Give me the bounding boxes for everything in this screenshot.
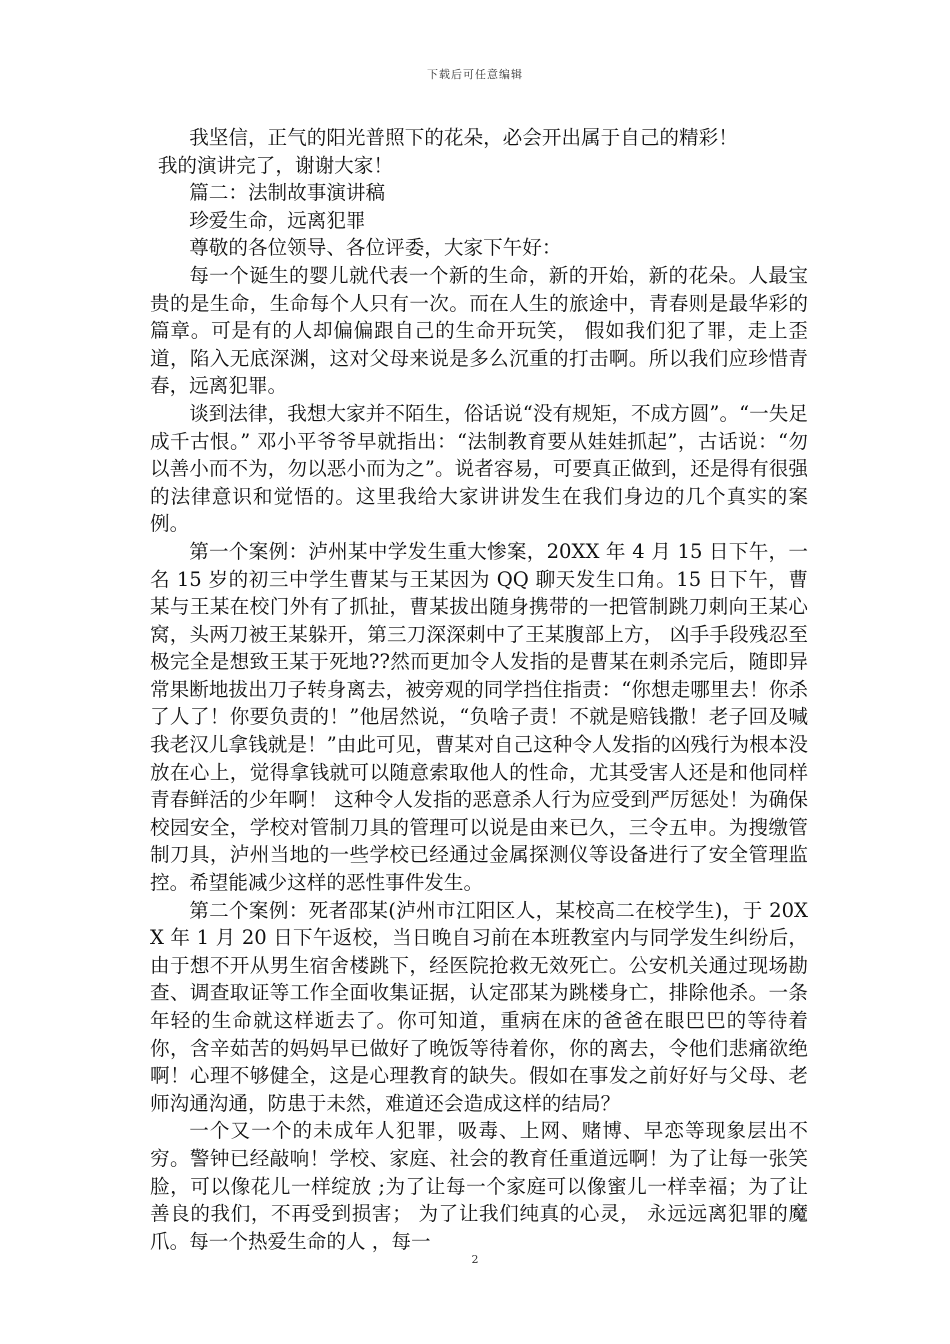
paragraph-case-one: 第一个案例：泸州某中学发生重大惨案，20XX 年 4 月 15 日下午，一名 15 岁的初三中学生曹某与王某因为 QQ 聊天发生口角。15 日下午，曹某与王某在校门外有了抓扯，曹某拔出随身携带的一把管制跳刀刺向王某心窝，头两刀被王某躲开，第三刀深深刺中了王某腹部上方， 凶手手段残忍至极完全是想致王某于死地??然而更加令人发指的是曹某在刺杀完后，随即异常果断地拔出刀子转身离去，被旁观的同学挡住指责：“你想走哪里去！你杀了人了！你要负责的！”他居然说，“负啥子责！不就是赔钱撒！老子回及喊我老汉儿拿钱就是！”由此可见，曹某对自己这种令人发指的凶残行为根本没放在心上，觉得拿钱就可以随意索取他人的性命，尤其受害人还是和他同样青春鲜活的少年啊！ 这种令人发指的恶意杀人行为应受到严厉惩处！为确保校园安全，学校对管制刀具的管理可以说是由来已久，三令五申。为搜缴管制刀具，泸州当地的一些学校已经通过金属探测仪等设备进行了安全管理监控。希望能减少这样的恶性事件发生。 xyxy=(150,539,808,895)
paragraph-law: 谈到法律，我想大家并不陌生，俗话说“没有规矩，不成方圆”。“一失足成千古恨。” 邓小平爷爷早就指出：“法制教育要从娃娃抓起”，古话说：“勿以善小而不为，勿以恶小而为之”。说者容易，可要真正做到，还是得有很强的法律意识和觉悟的。这里我给大家讲讲发生在我们身边的几个真实的案例。 xyxy=(150,401,808,536)
paragraph-case-two: 第二个案例：死者邵某(泸州市江阳区人，某校高二在校学生)，于 20XX 年 1 月 20 日下午返校，当日晚自习前在本班教室内与同学发生纠纷后，由于想不开从男生宿舍楼跳下，经医院抢救无效死亡。公安机关通过现场勘查、调查取证等工作全面收集证据，认定邵某为跳楼身亡，排除他杀。一条年轻的生命就这样逝去了。你可知道，重病在床的爸爸在眼巴巴的等待着你，含辛茹苦的妈妈早已做好了晚饭等待着你，你的离去，令他们悲痛欲绝啊！心理不够健全，这是心理教育的缺失。假如在事发之前好好与父母、老师沟通沟通，防患于未然，难道还会造成这样的结局？ xyxy=(150,898,808,1115)
speech-title: 珍爱生命，远离犯罪 xyxy=(189,208,366,232)
paragraph-speech-end: 我的演讲完了，谢谢大家！ xyxy=(157,153,393,177)
paragraph-closing-belief: 我坚信，正气的阳光普照下的花朵，必会开出属于自己的精彩！ xyxy=(189,126,738,149)
page-number: 2 xyxy=(471,1253,479,1266)
paragraph-intro: 每一个诞生的婴儿就代表一个新的生命，新的开始，新的花朵。人最宝贵的是生命，生命每个人只有一次。而在人生的旅途中，青春则是最华彩的篇章。可是有的人却偏偏跟自己的生命开玩笑， 假如我们犯了罪，走上歪道，陷入无底深渊，这对父母来说是多么沉重的打击啊。所以我们应珍惜青春，远离犯罪。 xyxy=(150,263,808,398)
paragraph-conclusion: 一个又一个的未成年人犯罪，吸毒、上网、赌博、早恋等现象层出不穷。警钟已经敲响！学校、家庭、社会的教育任重道远啊！为了让每一张笑脸，可以像花儿一样绽放 ;为了让每一个家庭可以像蜜儿一样幸福；为了让善良的我们，不再受到损害； 为了让我们纯真的心灵， 永远远离犯罪的魔爪。每一个热爱生命的人 ，每一 xyxy=(150,1119,808,1253)
section-heading: 篇二：法制故事演讲稿 xyxy=(189,181,386,205)
greeting: 尊敬的各位领导、各位评委，大家下午好： xyxy=(189,236,562,260)
header-note: 下载后可任意编辑 xyxy=(427,68,523,81)
document-body xyxy=(150,124,808,1255)
